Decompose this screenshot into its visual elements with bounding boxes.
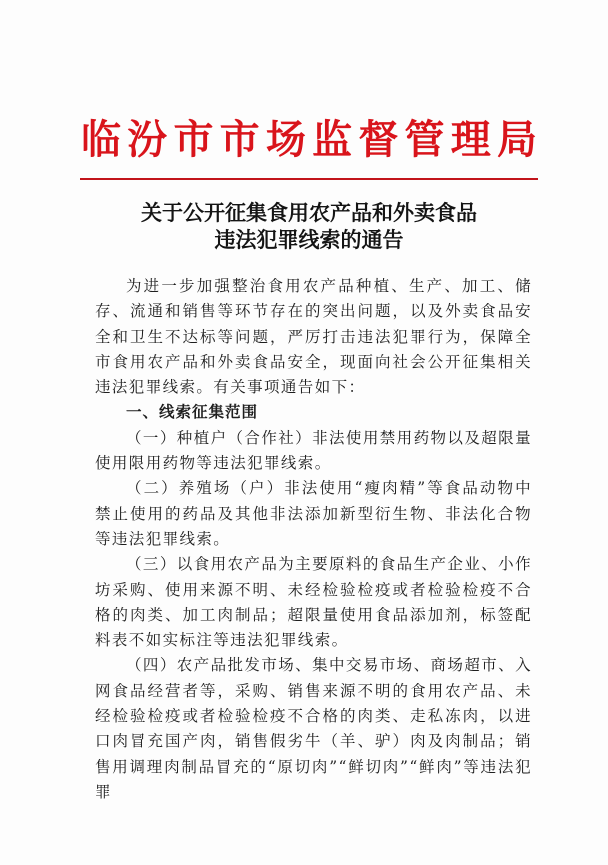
- red-divider-line: [80, 178, 538, 180]
- document-body: [95, 274, 532, 805]
- agency-letterhead: [80, 112, 538, 168]
- clue-item-2: （二）养殖场（户）非法使用“瘦肉精”等食品动物中禁止使用的药品及其他非法添加新型衍生物、非法化合物等违法犯罪线索。: [95, 479, 532, 548]
- agency-name-char: 场: [265, 117, 306, 163]
- intro-paragraph: 为进一步加强整治食用农产品种植、生产、加工、储存、流通和销售等环节存在的突出问题，以及外卖食品安全和卫生不达标等问题，严厉打击违法犯罪行为，保障全市食用农产品和外卖食品安全，现面向社会公开征集相关违法犯罪线索。有关事项通告如下：: [95, 277, 532, 397]
- section-heading: 一、线索征集范围: [126, 403, 259, 422]
- agency-name-char: 市: [219, 117, 260, 163]
- clue-item-4: （四）农产品批发市场、集中交易市场、商场超市、入网食品经营者等，采购、销售来源不明的食用农产品、未经检验检疫或者检验检疫不合格的肉类、走私冻肉，以进口肉冒充国产肉，销售假劣牛（羊、驴）肉及肉制品；销售用调理肉制品冒充的“原切肉”“鲜切肉”“鲜肉”等违法犯罪: [95, 656, 532, 801]
- agency-name-char: 局: [496, 117, 537, 163]
- title-line-1: 关于公开征集食用农产品和外卖食品: [141, 201, 477, 225]
- agency-name-char: 理: [450, 117, 491, 163]
- agency-name-char: 临: [81, 117, 121, 163]
- clue-item-3: （三）以食用农产品为主要原料的食品生产企业、小作坊采购、使用来源不明、未经检验检疫或者检验检疫不合格的肉类、加工肉制品；超限量使用食品添加剂，标签配料表不如实标注等违法犯罪线索。: [95, 555, 532, 650]
- clue-item-1: （一）种植户（合作社）非法使用禁用药物以及超限量使用限用药物等违法犯罪线索。: [95, 428, 532, 473]
- agency-name-char: 监: [312, 117, 353, 163]
- agency-name-char: 市: [173, 117, 214, 163]
- agency-name-char: 督: [358, 117, 399, 163]
- agency-name-char: 管: [404, 117, 445, 163]
- document-title: [80, 200, 538, 254]
- agency-name-char: 汾: [127, 117, 168, 163]
- title-line-2: 违法犯罪线索的通告: [214, 228, 404, 252]
